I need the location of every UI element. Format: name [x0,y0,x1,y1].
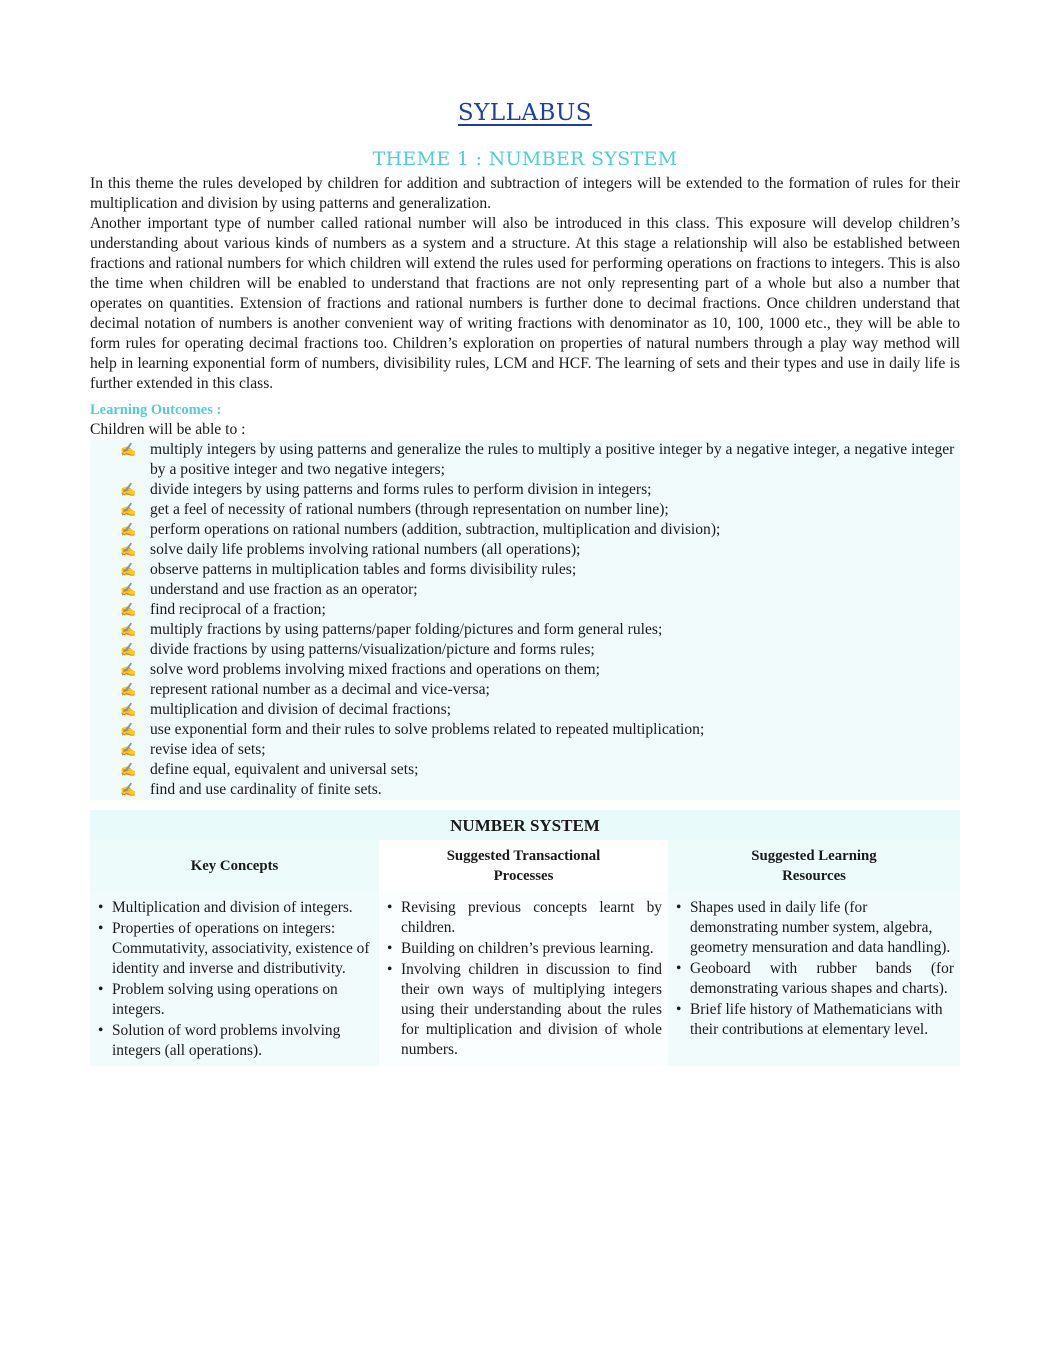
list-item: • Geoboard with rubber bands (for demonstrating various shapes and charts). [676,960,954,997]
list-item: • Revising previous concepts learnt by children. [387,899,662,936]
pen-icon: ✍ [120,502,137,517]
body-paragraph: Another important type of number called rational number will also be introduced in this class. This exposure will develop children’s understanding about various kinds of numbers as a system and a structure. At this stage a relationship will also be established between fractions and rational numbers for which children will extend the rules used for performing operations on fractions to integers. This is also the time when children will be enabled to understand that fractions are not only representing part of a whole but also a number that operates on quantities. Extension of fractions and rational numbers is further done to decimal fractions. Once children understand that decimal notation of numbers is another convenient way of writing fractions with denominator as 10, 100, 1000 etc., they will be able to form rules for operating decimal fractions too. Children’s exploration on properties of natural numbers through a play way method will help in learning exponential form of numbers, divisibility rules, LCM and HCF. The learning of sets and their types and use in daily life is further extended in this class. [90,215,960,392]
pen-icon: ✍ [120,482,137,497]
list-item: • Solution of word problems involving integers (all operations). [98,1022,341,1059]
list-item: • Shapes used in daily life (for demonstrating number system, algebra, geometry mensuration and data handling). [676,899,951,956]
list-item: ✍ divide fractions by using patterns/visualization/picture and forms rules; [120,641,595,658]
intro-paragraph: In this theme the rules developed by children for addition and subtraction of integers will be extended to the formation of rules for their multiplication and division by using patterns and generalization. [90,175,960,212]
pen-icon: ✍ [120,562,137,577]
syllabus-page [90,100,960,1066]
resources-cell [668,892,960,1066]
list-item: ✍ observe patterns in multiplication tables and forms divisibility rules; [120,561,577,578]
page-title: SYLLABUS [457,100,593,126]
list-item: ✍ revise idea of sets; [120,741,266,758]
list-item: ✍ solve word problems involving mixed fractions and operations on them; [120,661,600,678]
pen-icon: ✍ [120,542,137,557]
list-item: • Properties of operations on integers: Commutativity, associativity, existence of identity and inverse and distributivity. [98,920,370,977]
pen-icon: ✍ [120,782,137,797]
processes-cell [379,892,668,1066]
bullet-icon: • [98,920,104,937]
pen-icon: ✍ [120,522,137,537]
pen-icon: ✍ [120,602,137,617]
list-item: ✍ define equal, equivalent and universal sets; [120,761,419,778]
bullet-icon: • [98,899,104,916]
list-item: • Involving children in discussion to find their own ways of multiplying integers using their understanding about the rules for multiplication and division of whole numbers. [387,961,662,1058]
pen-icon: ✍ [120,662,137,677]
list-item: • Building on children’s previous learning. [387,940,654,957]
list-item: ✍ find reciprocal of a fraction; [120,601,326,618]
bullet-icon: • [387,940,393,957]
list-item: ✍ multiply fractions by using patterns/paper folding/pictures and form general rules; [120,621,663,638]
learning-outcomes-list [90,440,960,800]
pen-icon: ✍ [120,762,137,777]
pen-icon: ✍ [120,582,137,597]
list-item: ✍ understand and use fraction as an operator; [120,581,418,598]
pen-icon: ✍ [120,722,137,737]
learning-outcomes-intro: Children will be able to : [90,421,246,438]
bullet-icon: • [387,961,393,978]
pen-icon: ✍ [120,682,137,697]
list-item: ✍ multiplication and division of decimal fractions; [120,701,451,718]
header-processes: Suggested Transactional Processes [379,840,668,892]
list-item: • Multiplication and division of integers. [98,899,353,916]
list-item: ✍ get a feel of necessity of rational numbers (through representation on number line); [120,501,669,518]
list-item: • Brief life history of Mathematicians with their contributions at elementary level. [676,1001,943,1038]
learning-outcomes-heading: Learning Outcomes : [90,402,222,418]
bullet-icon: • [676,960,682,977]
list-item: ✍ divide integers by using patterns and forms rules to perform division in integers; [120,481,652,498]
list-item: ✍ represent rational number as a decimal and vice-versa; [120,681,490,698]
pen-icon: ✍ [120,442,137,457]
header-key-concepts: Key Concepts [90,840,379,892]
bullet-icon: • [387,899,393,916]
pen-icon: ✍ [120,622,137,637]
list-item: ✍ use exponential form and their rules to solve problems related to repeated multiplication; [120,721,705,738]
bullet-icon: • [676,899,682,916]
list-item: • Problem solving using operations on integers. [98,981,338,1018]
bullet-icon: • [98,981,104,998]
pen-icon: ✍ [120,742,137,757]
pen-icon: ✍ [120,642,137,657]
key-concepts-cell [90,892,379,1066]
table-title: NUMBER SYSTEM [90,810,960,840]
pen-icon: ✍ [120,702,137,717]
list-item: ✍ perform operations on rational numbers (addition, subtraction, multiplication and division); [120,521,721,538]
list-item: ✍ solve daily life problems involving rational numbers (all operations); [120,541,581,558]
theme-heading: THEME 1 : NUMBER SYSTEM [372,148,678,170]
syllabus-table [90,840,960,1066]
list-item: ✍ find and use cardinality of finite sets. [120,781,382,798]
bullet-icon: • [98,1022,104,1039]
header-resources: Suggested Learning Resources [668,840,960,892]
list-item: ✍ multiply integers by using patterns and generalize the rules to multiply a positive integer by a negative integer, a negative integer by a positive integer and two negative integers; [120,441,955,478]
bullet-icon: • [676,1001,682,1018]
